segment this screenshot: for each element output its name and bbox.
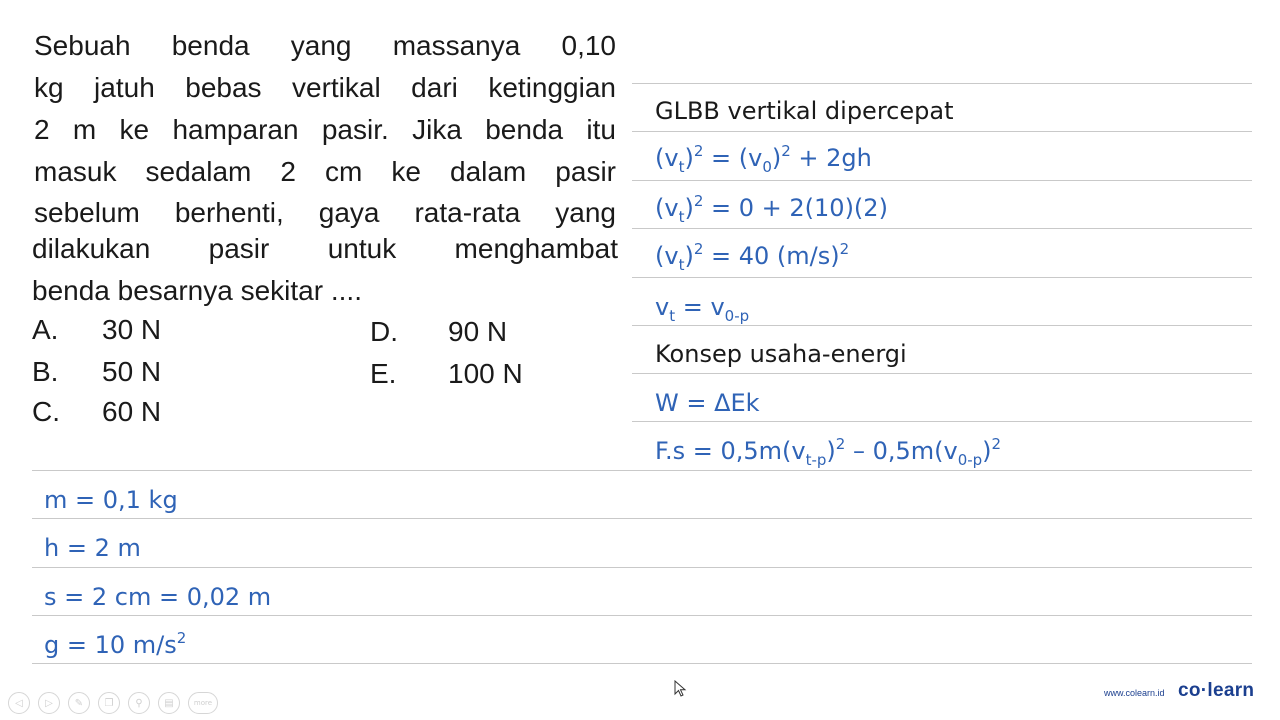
- ruled-line: [32, 663, 1252, 664]
- option-value: 60 N: [102, 396, 162, 427]
- given-gravity: g = 10 $m/s^2$: [44, 629, 187, 659]
- player-toolbar: [8, 692, 218, 716]
- equation-glbb: $(v_t)^2 = (v_0)^2 + 2gh$: [655, 142, 872, 176]
- pen-icon[interactable]: ✎: [68, 692, 90, 714]
- option-letter: A.: [32, 314, 59, 345]
- next-icon[interactable]: ▷: [38, 692, 60, 714]
- ruled-line: [32, 567, 1252, 568]
- copy-icon[interactable]: ❐: [98, 692, 120, 714]
- given-height: h = 2 m: [44, 534, 141, 562]
- ruled-line: [632, 277, 1252, 278]
- question-line-6: dilakukan pasir untuk menghambat: [32, 233, 618, 264]
- question-line-7: benda besarnya sekitar ....: [32, 275, 362, 306]
- subtitle-icon[interactable]: ▤: [158, 692, 180, 714]
- ruled-line: [632, 228, 1252, 229]
- zoom-icon[interactable]: ⚲: [128, 692, 150, 714]
- option-c[interactable]: [32, 392, 161, 432]
- ruled-line: [632, 131, 1252, 132]
- option-value: 50 N: [102, 356, 162, 387]
- option-value: 100 N: [448, 358, 523, 389]
- equation-result: $(v_t)^2 = 40$ $(m/s)^2$: [655, 240, 850, 274]
- given-mass: m = 0,1 kg: [44, 486, 178, 514]
- option-a[interactable]: [32, 310, 161, 350]
- option-letter: B.: [32, 356, 59, 387]
- option-letter: C.: [32, 396, 60, 427]
- ruled-line: [632, 180, 1252, 181]
- prev-icon[interactable]: ◁: [8, 692, 30, 714]
- question-line-1: Sebuah benda yang massanya 0,10: [34, 30, 616, 61]
- equation-substitution: $(v_t)^2 = 0 + 2(10)(2)$: [655, 192, 888, 226]
- equation-work-energy: W = ΔEk: [655, 389, 760, 417]
- brand-logo: co·learn: [1178, 680, 1255, 701]
- equation-force-distance: $F.s = 0,5m(v_{t-p})^2 - 0,5m(v_{0-p})^2$: [655, 435, 1002, 469]
- option-value: 30 N: [102, 314, 162, 345]
- option-b[interactable]: [32, 352, 161, 392]
- ruled-line: [632, 421, 1252, 422]
- ruled-line: [632, 83, 1252, 84]
- option-d[interactable]: [370, 312, 507, 352]
- question-line-3: 2 m ke hamparan pasir. Jika benda itu: [34, 114, 616, 145]
- brand-url[interactable]: www.colearn.id: [1104, 688, 1165, 698]
- option-value: 90 N: [448, 316, 508, 347]
- solution-heading-energy: Konsep usaha-energi: [655, 340, 907, 368]
- ruled-line: [632, 325, 1252, 326]
- mouse-cursor-icon: [674, 680, 688, 698]
- given-depth: s = 2 cm = 0,02 m: [44, 583, 272, 611]
- solution-heading-glbb: GLBB vertikal dipercepat: [655, 97, 954, 125]
- option-letter: D.: [370, 316, 398, 347]
- equation-velocity-equal: $v_t = v_{0-p}$: [655, 293, 750, 325]
- question-line-2: kg jatuh bebas vertikal dari ketinggian: [34, 72, 616, 103]
- option-e[interactable]: [370, 354, 523, 394]
- ruled-line: [32, 615, 1252, 616]
- question-line-4: masuk sedalam 2 cm ke dalam pasir: [34, 156, 616, 187]
- more-icon[interactable]: more: [188, 692, 218, 714]
- ruled-line: [632, 373, 1252, 374]
- option-letter: E.: [370, 358, 397, 389]
- ruled-line: [32, 518, 1252, 519]
- ruled-line: [32, 470, 1252, 471]
- question-line-5: sebelum berhenti, gaya rata-rata yang: [34, 197, 616, 228]
